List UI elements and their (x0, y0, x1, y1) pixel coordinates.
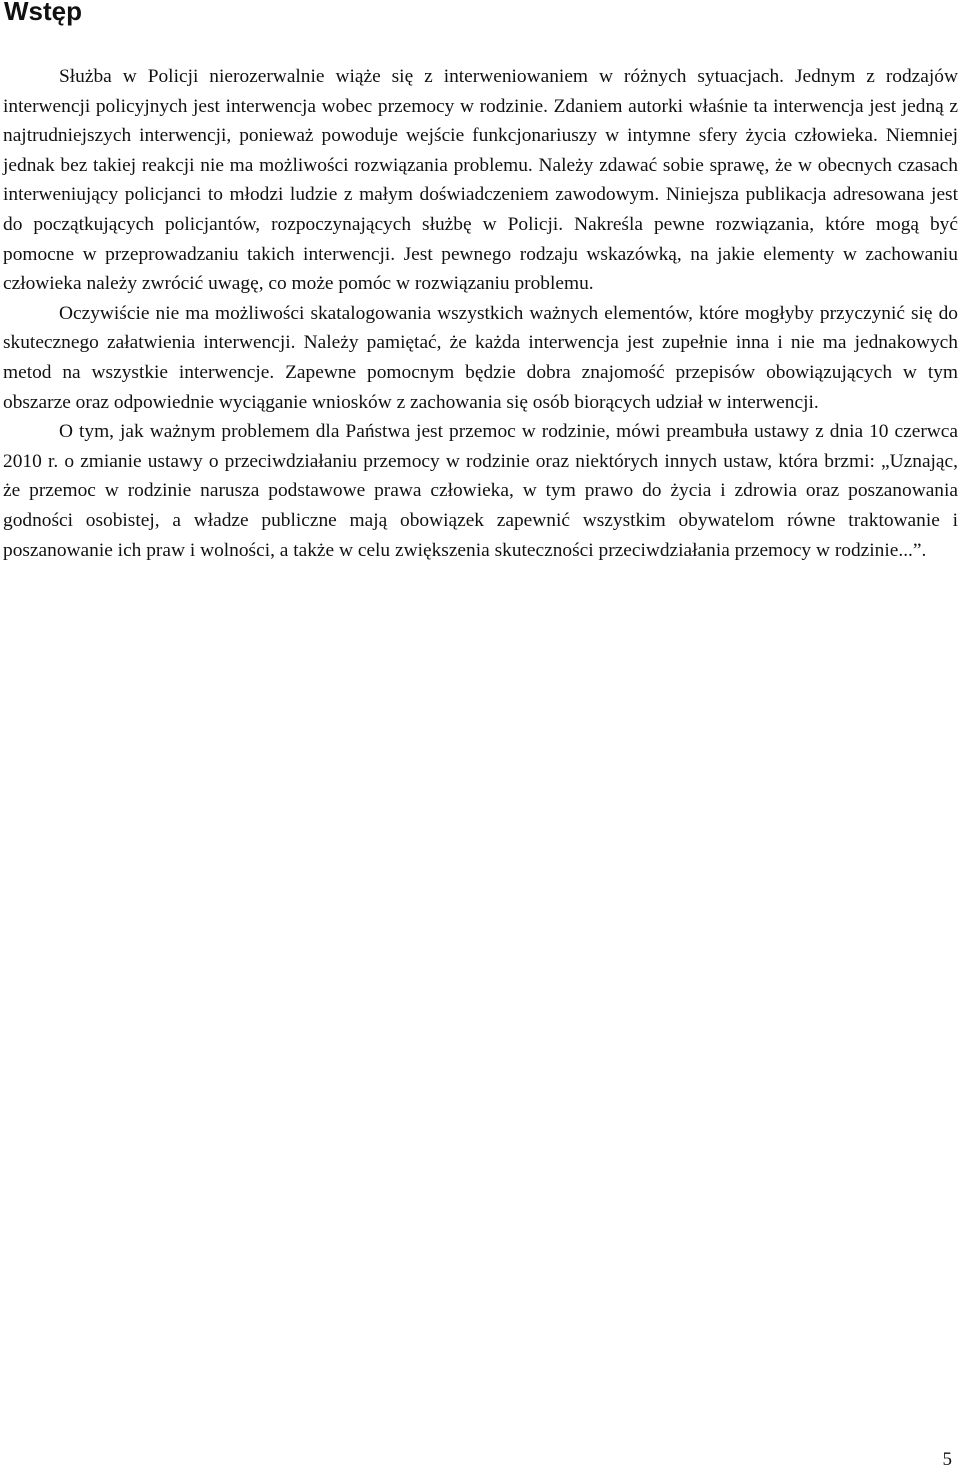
paragraph-2: Oczywiście nie ma możliwości skatalogowania wszystkich ważnych elementów, które mogłyby przyczynić się do skutecznego załatwienia interwencji. Należy pamiętać, że każda interwencja jest zupełnie inna i nie ma jednakowych metod na wszystkie interwencje. Zapewne pomocnym będzie dobra znajomość przepisów obowiązujących w tym obszarze oraz odpowiednie wyciąganie wniosków z zachowania się osób biorących udział w interwencji. (3, 302, 958, 413)
paragraph-3: O tym, jak ważnym problemem dla Państwa jest przemoc w rodzinie, mówi preambuła ustawy z dnia 10 czerwca 2010 r. o zmianie ustawy o przeciwdziałaniu przemocy w rodzinie oraz niektórych innych ustaw, która brzmi: „Uznając, że przemoc w rodzinie narusza podstawowe prawa człowieka, w tym prawo do życia i zdrowia oraz poszanowania godności osobistej, a władze publiczne mają obowiązek zapewnić wszystkim obywatelom równe traktowanie i poszanowanie ich praw i wolności, a także w celu zwiększenia skuteczności przeciwdziałania przemocy w rodzinie...”. (3, 421, 958, 561)
section-heading: Wstęp (4, 0, 82, 26)
body-text (3, 62, 958, 565)
page-number: 5 (942, 1449, 952, 1470)
paragraph-1: Służba w Policji nierozerwalnie wiąże się z interweniowaniem w różnych sytuacjach. Jednym z rodzajów interwencji policyjnych jest interwencja wobec przemocy w rodzinie. Zdaniem autorki właśnie ta interwencja jest jedną z najtrudniejszych interwencji, ponieważ powoduje wejście funkcjonariuszy w intymne sfery życia człowieka. Niemniej jednak bez takiej reakcji nie ma możliwości rozwiązania problemu. Należy zdawać sobie sprawę, że w obecnych czasach interweniujący policjanci to młodzi ludzie z małym doświadczeniem zawodowym. Niniejsza publikacja adresowana jest do początkujących policjantów, rozpoczynających służbę w Policji. Nakreśla pewne rozwiązania, które mogą być pomocne w przeprowadzaniu takich interwencji. Jest pewnego rodzaju wskazówką, na jakie elementy w zachowaniu człowieka należy zwrócić uwagę, co może pomóc w rozwiązaniu problemu. (3, 66, 958, 295)
